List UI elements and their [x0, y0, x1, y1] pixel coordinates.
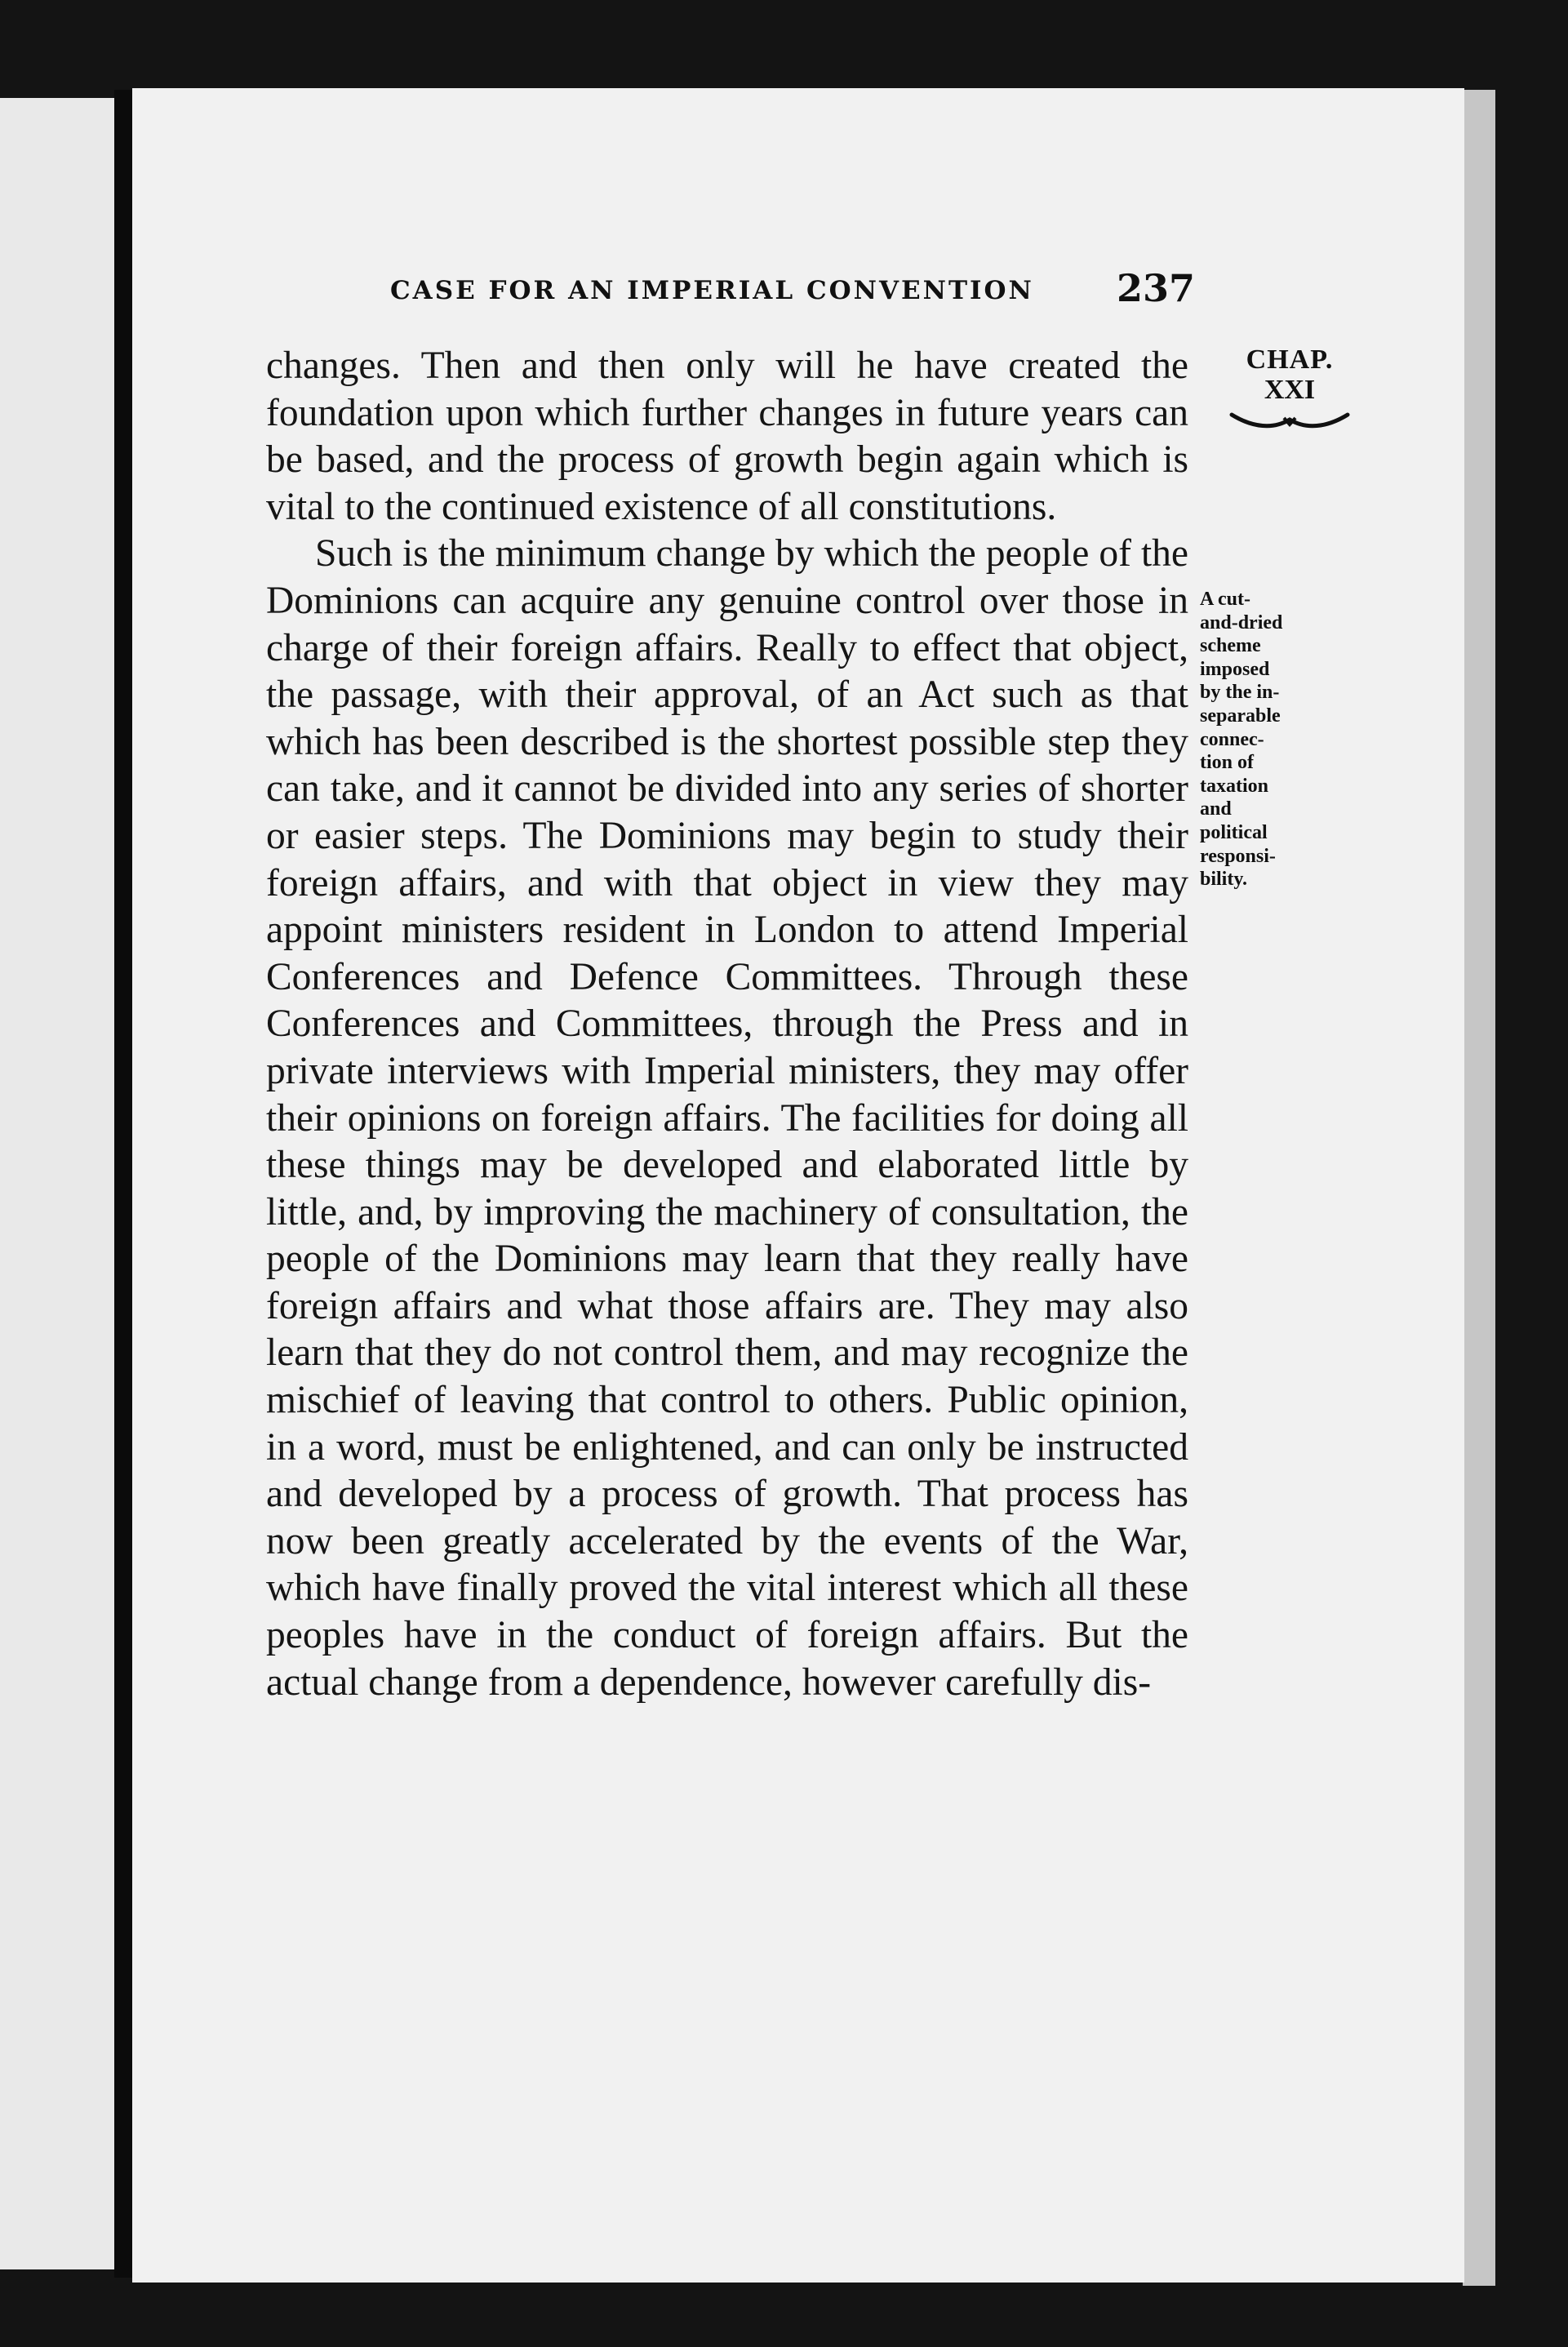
chapter-label: CHAP.: [1246, 344, 1334, 375]
running-head: CASE FOR AN IMPERIAL CONVENTION: [390, 276, 1034, 305]
book-gutter: [114, 90, 132, 2278]
body-text: [266, 343, 1188, 1706]
facing-page-edge: [0, 98, 114, 2269]
chapter-number: XXI: [1264, 375, 1316, 405]
paragraph: Such is the minimum change by which the people of the Dominions can acquire any genuine control over those in charge of their foreign affairs. Really to effect that object, the passage, with their approval, of an Act such as that which has been described is the shortest possible step they can take, and it cannot be divided into any series of shorter or easier steps. The Dominions may begin to study their foreign affairs, and with that object in view they may appoint ministers resident in London to attend Imperial Conferences and Defence Committees. Through these Conferences and Committees, through the Press and in private interviews with Imperial ministers, they may offer their opinions on foreign affairs. The facilities for doing all these things may be developed and elaborated little by little, and, by improving the machinery of consultation, the people of the Dominions may learn that they really have foreign affairs and what those affairs are. They may also learn that they do not control them, and may recognize the mischief of leaving that control to others. Public opinion, in a word, must be enlightened, and can only be instructed and developed by a process of growth. That process has now been greatly accelerated by the events of the War, which have finally proved the vital interest which all these peoples have in the conduct of foreign affairs. But the actual change from a dependence, however carefully dis-: [266, 532, 1188, 1704]
chapter-flourish-icon: [1228, 407, 1351, 434]
chapter-marker: [1208, 344, 1371, 434]
page-number: 237: [1117, 266, 1196, 310]
paragraph: changes. Then and then only will he have created the foundation upon which further changes in future years can be based, and the process of growth begin again which is vital to the continued existence of all constitutions.: [266, 344, 1188, 528]
page-right-edge: [1461, 90, 1495, 2286]
margin-note: A cut- and-dried scheme imposed by the in- separable connec- tion of taxation and political responsi- bility.: [1200, 589, 1283, 891]
